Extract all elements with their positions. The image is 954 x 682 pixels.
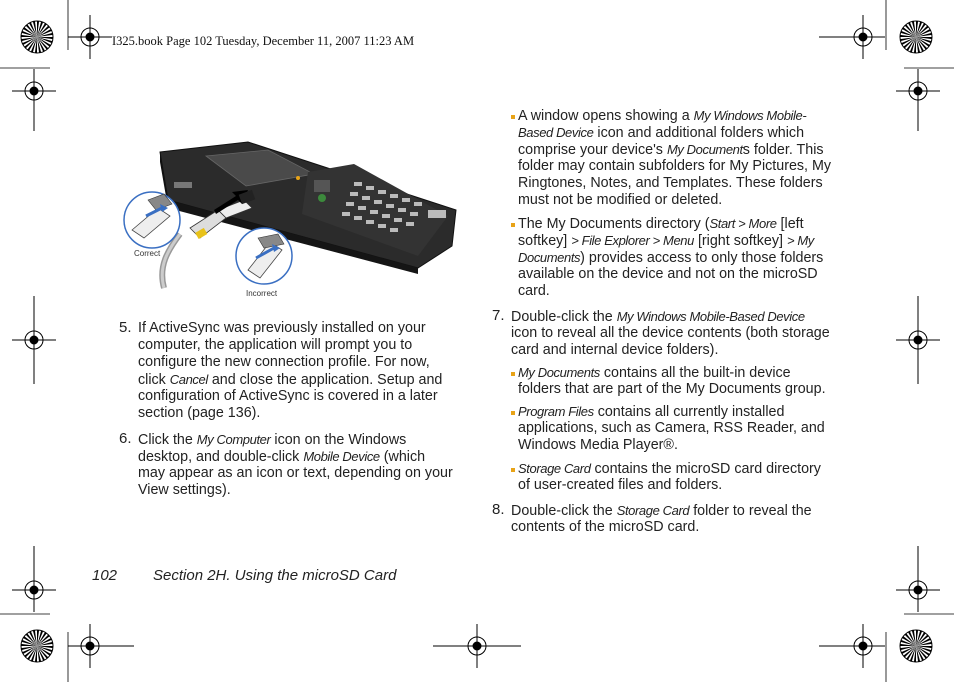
text-run: of user-created files and folders.: [518, 477, 723, 493]
phone-usb-illustration: [118, 138, 458, 300]
text-run: [left: [776, 216, 804, 232]
bullet-line: [518, 283, 550, 300]
step-number: 6.: [119, 430, 132, 447]
bullet-line: [518, 266, 818, 283]
phone-icon: [160, 142, 456, 274]
step-line: [138, 465, 453, 482]
step-line: [138, 388, 438, 405]
text-run: icon to reveal all the device contents (both storage: [511, 325, 830, 341]
page-number: 102: [92, 567, 118, 584]
text-run: folder may contain subfolders for My Pictures, My: [518, 158, 832, 174]
text-run: icon on the Windows: [270, 432, 407, 448]
text-run: Windows Media Player®.: [518, 437, 678, 453]
step-line: [511, 308, 805, 326]
correct-orientation-icon: [124, 192, 180, 248]
incorrect-label: Incorrect: [246, 289, 278, 298]
bullet-line: [518, 403, 784, 421]
text-run: icon and additional folders which: [593, 125, 805, 141]
text-run: may appear as an icon or text, depending on your: [138, 465, 453, 481]
text-run: configure the new connection profile. For now,: [138, 354, 430, 370]
text-run: and close the application. Setup and: [207, 372, 443, 388]
text-run: contents of the microSD card.: [511, 519, 700, 535]
bullet-line: [518, 381, 826, 398]
bullet-line: [518, 437, 678, 454]
bullet-line: [518, 420, 825, 437]
starburst-mark: [21, 21, 53, 53]
text-run: computer, the application will prompt you to: [138, 337, 413, 353]
ui-term: My Documents: [518, 365, 600, 380]
bullet-icon: [511, 468, 515, 472]
text-run: configuration of ActiveSync is covered in a later: [138, 388, 438, 404]
ui-term: My Computer: [196, 432, 271, 447]
bullet-line: [518, 175, 823, 192]
bullet-line: [518, 232, 814, 250]
step-line: [138, 448, 425, 466]
bullet-line: [518, 477, 722, 494]
bullet-icon: [511, 223, 515, 227]
ui-term: Storage Card: [616, 503, 690, 518]
step-number: 8.: [492, 501, 505, 518]
step-line: [511, 519, 699, 536]
bullet-icon: [511, 372, 515, 376]
bullet-icon: [511, 115, 515, 119]
text-run: [right softkey]: [693, 233, 787, 249]
step-line: [138, 482, 231, 499]
ui-term: Documents: [518, 250, 581, 265]
text-run: folders that are part of the My Documents group.: [518, 381, 826, 397]
starburst-mark: [900, 630, 932, 662]
step-number: 5.: [119, 319, 132, 336]
starburst-mark: [900, 21, 932, 53]
text-run: card.: [518, 283, 550, 299]
step-number: 7.: [492, 307, 505, 324]
text-run: must not be modified or deleted.: [518, 192, 723, 208]
step-line: [138, 320, 426, 337]
bullet-line: [518, 192, 722, 209]
text-run: Click the: [138, 432, 197, 448]
ui-term: > My: [786, 233, 814, 248]
text-run: softkey]: [518, 233, 572, 249]
step-line: [511, 325, 830, 342]
text-run: The My Documents directory (: [518, 216, 710, 232]
bullet-line: [518, 124, 804, 142]
text-run: contains all currently installed: [593, 404, 785, 420]
bullet-line: [518, 460, 821, 478]
ui-term: Program Files: [518, 404, 594, 419]
step-line: [138, 371, 442, 389]
text-run: click: [138, 372, 170, 388]
bullet-line: [518, 107, 806, 125]
text-run: View settings).: [138, 482, 231, 498]
bullet-line: [518, 158, 831, 175]
text-run: applications, such as Camera, RSS Reader, and: [518, 420, 825, 436]
ui-term: > File Explorer > Menu: [571, 233, 694, 248]
bullet-line: [518, 364, 791, 382]
ui-term: Based Device: [518, 125, 594, 140]
ui-term: Storage Card: [518, 461, 591, 476]
step-line: [138, 337, 412, 354]
text-run: Ringtones, Notes, and Templates. These folders: [518, 175, 823, 191]
text-run: card and internal device folders).: [511, 342, 719, 358]
step-line: [138, 431, 406, 449]
print-header: I325.book Page 102 Tuesday, December 11, 2007 11:23 AM: [112, 34, 415, 48]
text-run: available on the device and not on the microSD: [518, 266, 818, 282]
section-title: Section 2H. Using the microSD Card: [153, 567, 397, 584]
bullet-icon: [511, 411, 515, 415]
text-run: A window opens showing a: [518, 108, 694, 124]
text-run: section (page 136).: [138, 405, 261, 421]
correct-label: Correct: [134, 249, 161, 258]
step-line: [138, 354, 430, 371]
ui-term: My Windows Mobile-Based Device: [616, 309, 805, 324]
bullet-line: [518, 141, 824, 159]
ui-term: Start > More: [709, 216, 777, 231]
bullet-line: [518, 249, 823, 267]
text-run: contains the microSD card directory: [590, 461, 821, 477]
text-run: (which: [379, 449, 426, 465]
text-run: folder to reveal the: [689, 503, 812, 519]
ui-term: My Windows Mobile-: [693, 108, 807, 123]
text-run: Double-click the: [511, 309, 617, 325]
text-run: comprise your device's: [518, 142, 667, 158]
incorrect-orientation-icon: [236, 228, 292, 284]
starburst-mark: [21, 630, 53, 662]
step-line: [511, 342, 718, 359]
text-run: Double-click the: [511, 503, 617, 519]
step-line: [511, 502, 812, 520]
ui-term: Cancel: [169, 372, 208, 387]
bullet-line: [518, 215, 804, 233]
text-run: If ActiveSync was previously installed on your: [138, 320, 426, 336]
step-line: [138, 405, 260, 422]
text-run: desktop, and double-click: [138, 449, 304, 465]
ui-term: My Document: [666, 142, 743, 157]
text-run: ) provides access to only those folders: [580, 250, 824, 266]
text-run: contains all the built-in device: [599, 365, 791, 381]
text-run: s folder. This: [742, 142, 824, 158]
ui-term: Mobile Device: [303, 449, 380, 464]
